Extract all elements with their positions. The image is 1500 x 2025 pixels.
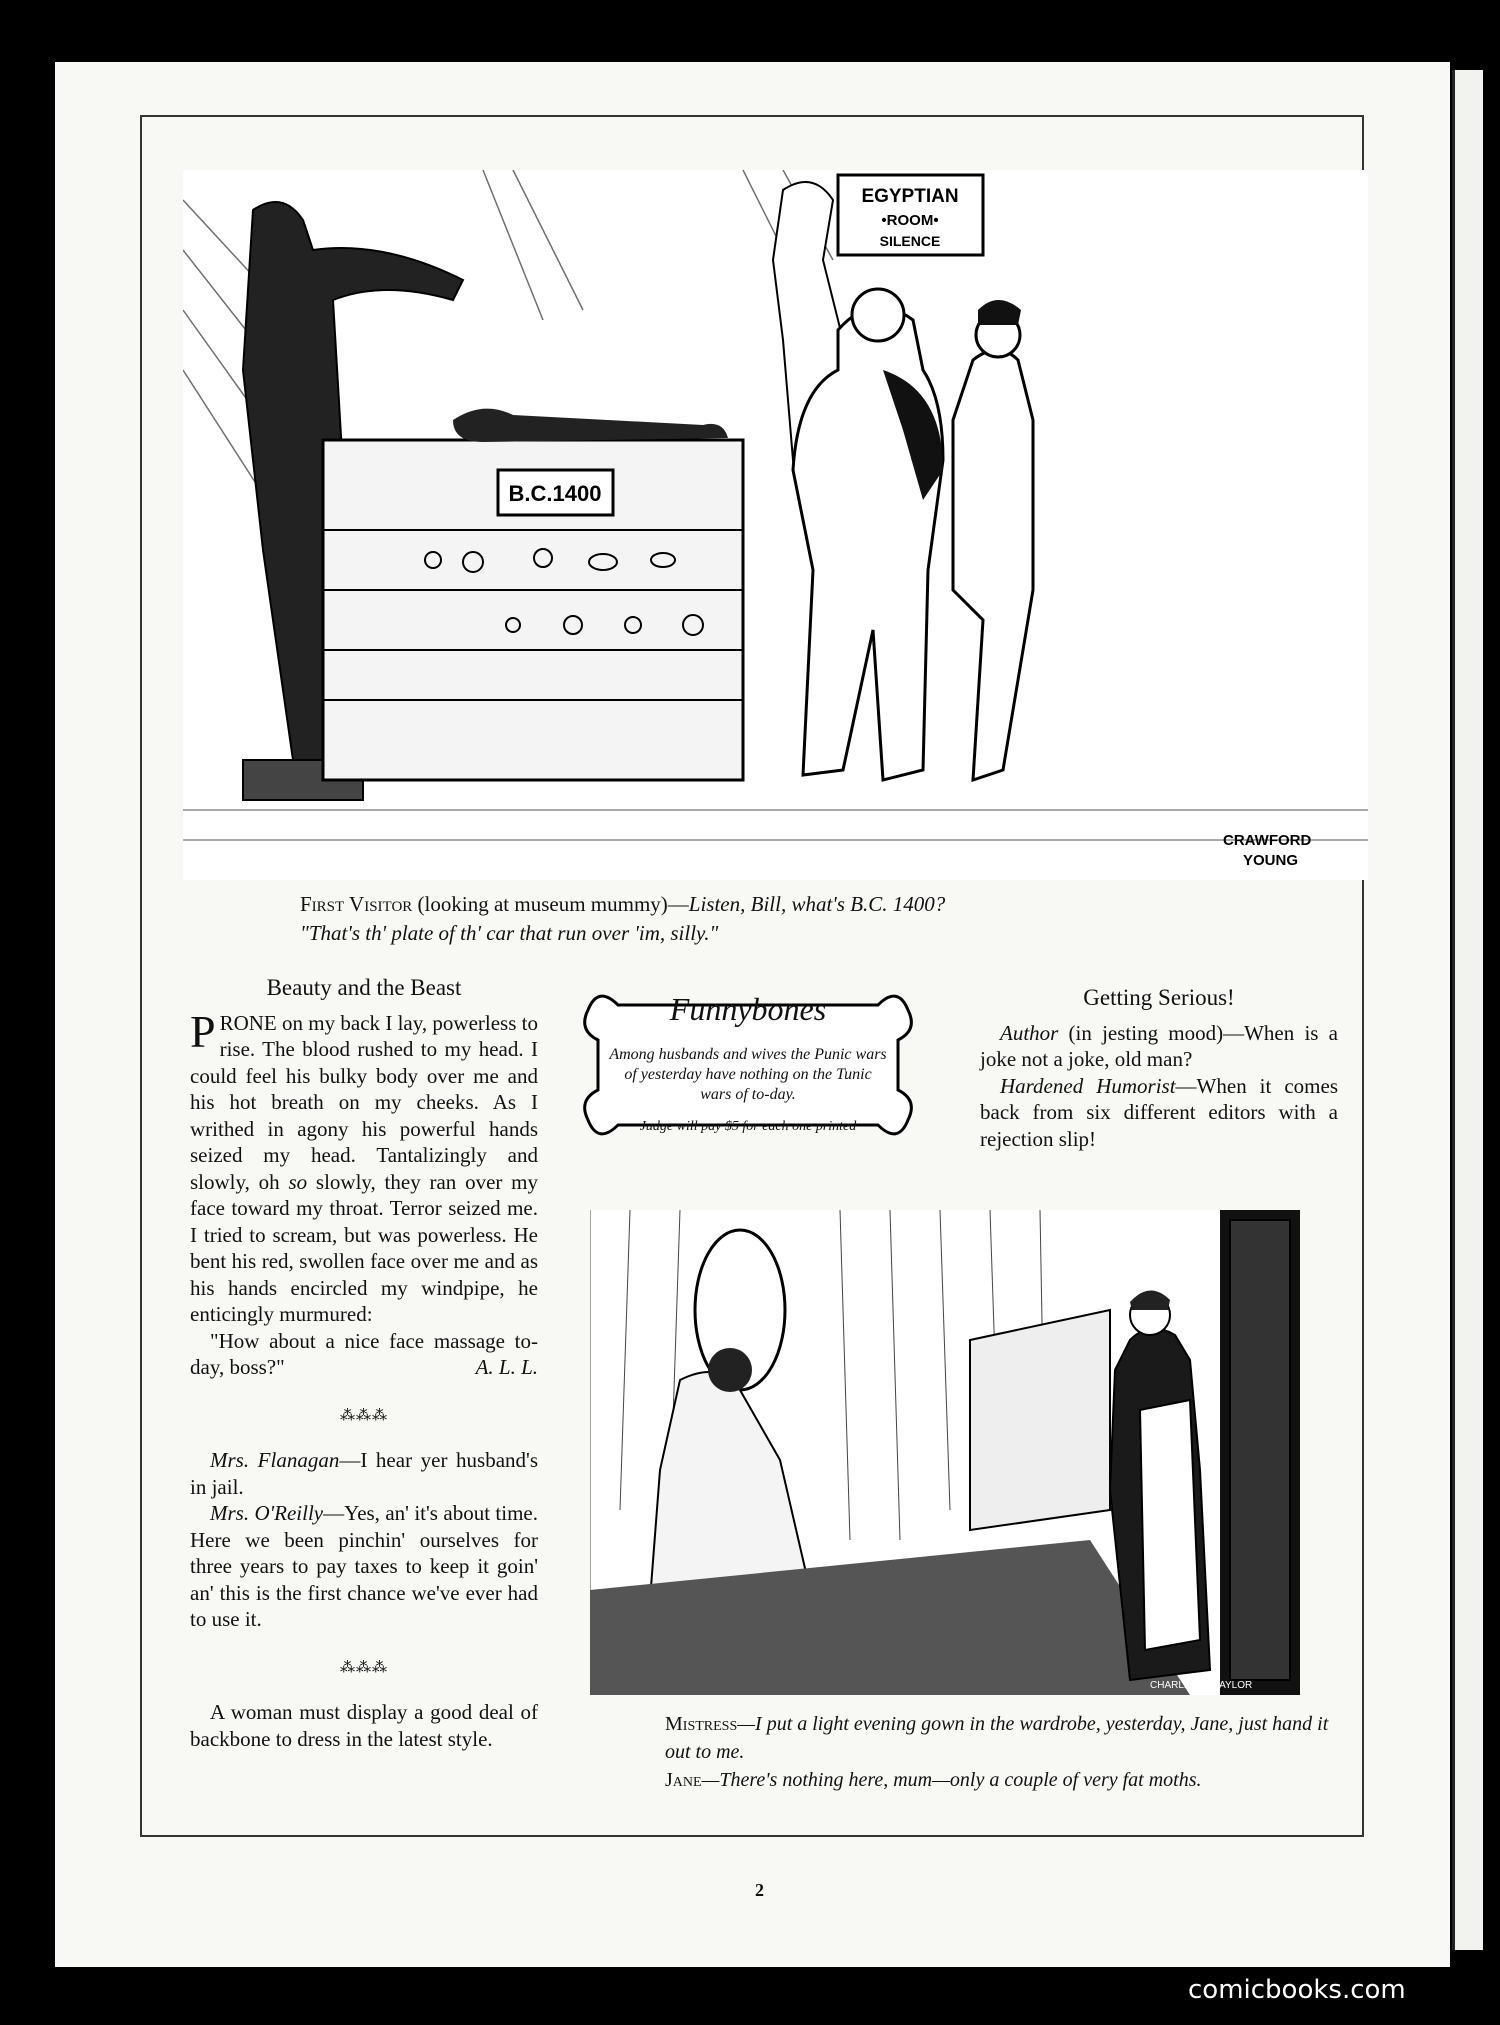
flanagan-line: —I hear yer husband's in jail.	[190, 1448, 538, 1499]
speaker-author: Author	[1000, 1020, 1059, 1045]
bottom-artist-signature: CHARLES M. TAYLOR	[1150, 1680, 1253, 1691]
story-signature: A. L. L.	[475, 1355, 538, 1379]
caption-line-2: "That's th' plate of th' car that run over 'im, silly."	[300, 921, 719, 945]
sign-line-3: SILENCE	[879, 233, 941, 249]
top-cartoon-caption	[300, 890, 1300, 948]
drop-cap: P	[190, 1005, 216, 1057]
beauty-and-beast-heading: Beauty and the Beast	[266, 975, 462, 1000]
speaker-flanagan: Mrs. Flanagan	[210, 1448, 340, 1472]
funnybones-title: Funnybones	[669, 991, 827, 1027]
caption-action: (looking at museum mummy)—	[412, 892, 689, 916]
speaker-oreilly: Mrs. O'Reilly	[210, 1501, 324, 1525]
getting-serious-heading: Getting Serious!	[1083, 985, 1235, 1010]
ornament-divider: ⁂⁂⁂	[340, 1407, 388, 1424]
humorist-line	[980, 1073, 1338, 1153]
facing-page-edge	[1452, 70, 1483, 1950]
sign-line-1: EGYPTIAN	[861, 186, 959, 207]
speaker-humorist: Hardened Humorist	[1000, 1073, 1176, 1098]
funnybones-box	[578, 985, 918, 1145]
bottom-cartoon-caption	[665, 1710, 1345, 1794]
author-text: (in jesting mood)—When is a joke not a joke, old man?	[980, 1020, 1338, 1071]
wardrobe-cartoon	[590, 1210, 1300, 1695]
caption-line-1: Listen, Bill, what's B.C. 1400?	[688, 892, 946, 916]
sign-line-2: •ROOM•	[881, 212, 939, 229]
page-number: 2	[755, 1880, 764, 1900]
artist-signature-line-1: CRAWFORD	[1223, 832, 1312, 849]
mistress-line: —I put a light evening gown in the wardrobe, yesterday, Jane, just hand it out to me.	[665, 1713, 1329, 1763]
funnybones-text: Among husbands and wives the Punic wars of yesterday have nothing on the Tunic wars of to-day.	[609, 1046, 887, 1103]
case-label: B.C.1400	[508, 481, 602, 506]
watermark: comicbooks.com	[1188, 1975, 1406, 2005]
oreilly-line: —Yes, an' it's about time. Here we been pinchin' ourselves for three years to pay taxes to keep it goin' an' this is the first chance we've ever had to use it.	[190, 1501, 539, 1631]
left-column	[190, 975, 538, 1752]
museum-mummy-cartoon	[183, 170, 1368, 880]
right-column	[980, 985, 1338, 1152]
story-text-1: on my back I lay, powerless to rise. The blood rushed to my head. I could feel his bulky body over me and his hot breath on my cheeks. As I writhed in agony his powerful hands seized my head. Tantalizingly and slowly, oh	[190, 1010, 538, 1194]
backbone-joke: A woman must display a good deal of backbone to dress in the latest style.	[190, 1700, 538, 1751]
story-emphasis: so	[288, 1169, 308, 1194]
first-word: RONE	[219, 1010, 277, 1035]
story-quote: "How about a nice face massage to-day, boss?"	[190, 1328, 538, 1379]
jail-joke-line-1	[190, 1447, 538, 1500]
beauty-and-beast-story	[190, 1005, 538, 1328]
artist-signature-line-2: YOUNG	[1243, 852, 1299, 869]
caption-speaker: First Visitor	[300, 892, 413, 916]
jail-joke-line-2	[190, 1500, 538, 1633]
author-line	[980, 1020, 1338, 1073]
humorist-text: —When it comes back from six different editors with a rejection slip!	[980, 1073, 1338, 1151]
ornament-divider-2: ⁂⁂⁂	[340, 1659, 388, 1676]
speaker-jane: Jane	[665, 1769, 702, 1791]
speaker-mistress: Mistress	[665, 1713, 738, 1735]
jane-line: —There's nothing here, mum—only a couple of very fat moths.	[701, 1769, 1202, 1791]
funnybones-footer: Judge will pay $5 for each one printed	[639, 1119, 857, 1134]
story-text-2: slowly, they ran over my face toward my throat. Terror seized me. I tried to scream, but was powerless. He bent his red, swollen face over me and as his hands encircled my windpipe, he enticingly murmured:	[190, 1169, 538, 1326]
